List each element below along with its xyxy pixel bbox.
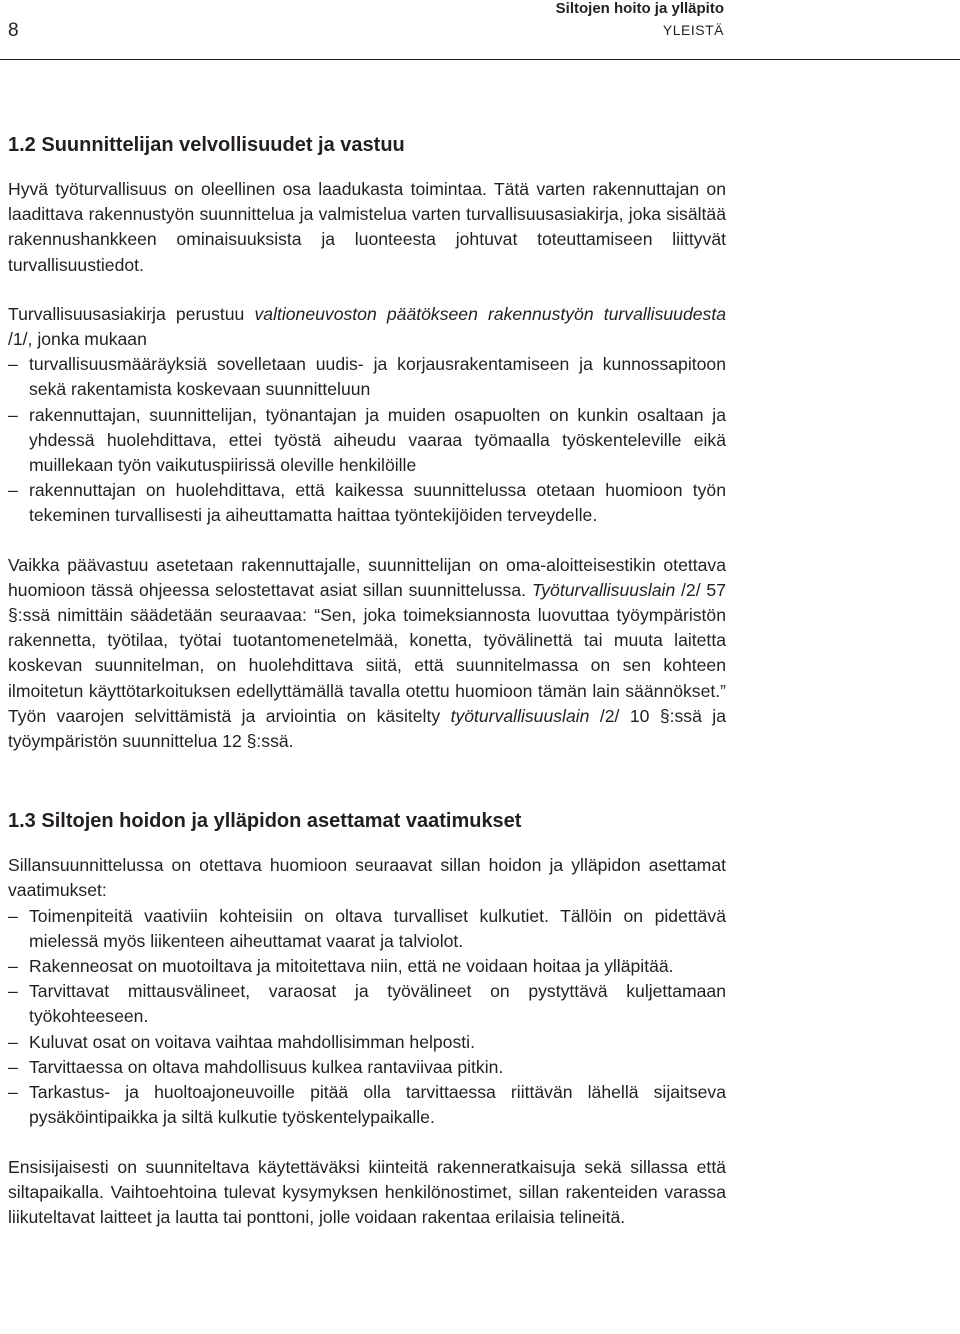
header-divider: [0, 59, 960, 60]
list-item: – Tarkastus- ja huoltoajoneuvoille pitää olla tarvittaessa riittävän lähellä sijaitseva pysäköintipaikka ja siltä kulkutie työskentelypaikalle.: [8, 1080, 726, 1130]
paragraph: [8, 553, 726, 755]
list-item: – turvallisuusmääräyksiä sovelletaan uudis- ja korjausrakentamiseen ja kunnossapitoon sekä rakentamista koskevaan suunnitteluun: [8, 352, 726, 402]
section-heading-1-2: 1.2 Suunnittelijan velvollisuudet ja vastuu: [8, 134, 405, 156]
requirements-list: [8, 352, 726, 528]
text-run: /2/ 10 §:ssä ja työympäristön suunnittelua 12 §:ssä.: [8, 705, 726, 752]
text-run: /1/, jonka mukaan: [8, 329, 147, 350]
paragraph: Ensisijaisesti on suunniteltava käytettäväksi kiinteitä rakenneratkaisuja sekä sillassa että siltapaikalla. Vaihtoehtoina tulevat kysymyksen henkilönostimet, sillan rakenteiden varassa liikuteltavat laitteet ja lautta tai ponttoni, jolle voidaan rakentaa erilaisia telineitä.: [8, 1156, 726, 1227]
law-reference: työturvallisuuslain: [450, 705, 590, 726]
maintenance-requirements-list: [8, 904, 726, 1131]
list-item: – rakennuttajan on huolehdittava, että kaikessa suunnittelussa otetaan huomioon työn tekeminen turvallisesti ja aiheuttamatta haittaa työntekijöiden terveydelle.: [8, 478, 726, 528]
section-heading-1-3: 1.3 Siltojen hoidon ja ylläpidon asettamat vaatimukset: [8, 810, 522, 833]
list-item: – Tarvittavat mittausvälineet, varaosat ja työvälineet on pystyttävä kuljettamaan työkohteeseen.: [8, 979, 726, 1029]
list-item: – Toimenpiteitä vaativiin kohteisiin on oltava turvalliset kulkutiet. Tällöin on pidettävä mielessä myös liikenteen aiheuttamat vaarat ja talviolot.: [8, 904, 726, 954]
paragraph: Sillansuunnittelussa on otettava huomioon seuraavat sillan hoidon ja ylläpidon asettamat vaatimukset:: [8, 855, 726, 901]
list-item: – Rakenneosat on muotoiltava ja mitoitettava niin, että ne voidaan hoitaa ja ylläpitää.: [8, 954, 726, 979]
running-header: [0, 0, 724, 50]
list-item: – rakennuttajan, suunnittelijan, työnantajan ja muiden osapuolten on kunkin osaltaan ja yhdessä huolehdittava, ettei työstä aiheudu vaaraa työmaalla työskenteleville eikä muillekaan työn vaikutuspiirissä oleville henkilöille: [8, 403, 726, 479]
paragraph: Hyvä työturvallisuus on oleellinen osa laadukasta toimintaa. Tätä varten rakennuttajan on laadittava rakennustyön suunnittelua ja valmistelua varten turvallisuusasiakirja, joka sisältää rakennushankkeen ominaisuuksista ja luonteesta johtuvat toteuttamiseen liittyvät turvallisuustiedot.: [8, 179, 726, 275]
law-reference: valtioneuvoston päätökseen rakennustyön turvallisuudesta: [254, 303, 726, 324]
paragraph: [8, 302, 726, 352]
page-header: [0, 0, 960, 62]
page-number: 8: [8, 20, 19, 41]
law-reference: Työturvallisuuslain: [531, 579, 676, 600]
running-section: YLEISTÄ: [662, 22, 724, 38]
text-run: Vaikka päävastuu asetetaan rakennuttajalle, suunnittelijan on oma-aloitteisestikin otettava huomioon tässä ohjeessa selostettavat asiat sillan suunnittelussa.: [8, 554, 726, 600]
list-item: – Kuluvat osat on voitava vaihtaa mahdollisimman helposti.: [8, 1030, 726, 1055]
page-body: [8, 118, 726, 1230]
list-item: – Tarvittaessa on oltava mahdollisuus kulkea rantaviivaa pitkin.: [8, 1055, 726, 1080]
text-run: /2/ 57 §:ssä nimittäin säädetään seuraavaa: “Sen, joka toimeksiannosta luovuttaa työympäristön rakennetta, työtilaa, työtai tuotantomenetelmää, konetta, työvälinettä tai muuta laitetta koskevan suunnitelman, on huolehdittava siitä, että suunnitelmassa on sen kohteen ilmoitetun käyttötarkoituksen edellyttämällä tavalla otettu huomioon tämän lain säännökset.” Työn vaarojen selvittämistä ja arviointia on käsitelty: [8, 579, 726, 726]
text-run: Turvallisuusasiakirja perustuu: [8, 303, 255, 324]
running-title: Siltojen hoito ja ylläpito: [555, 0, 724, 17]
